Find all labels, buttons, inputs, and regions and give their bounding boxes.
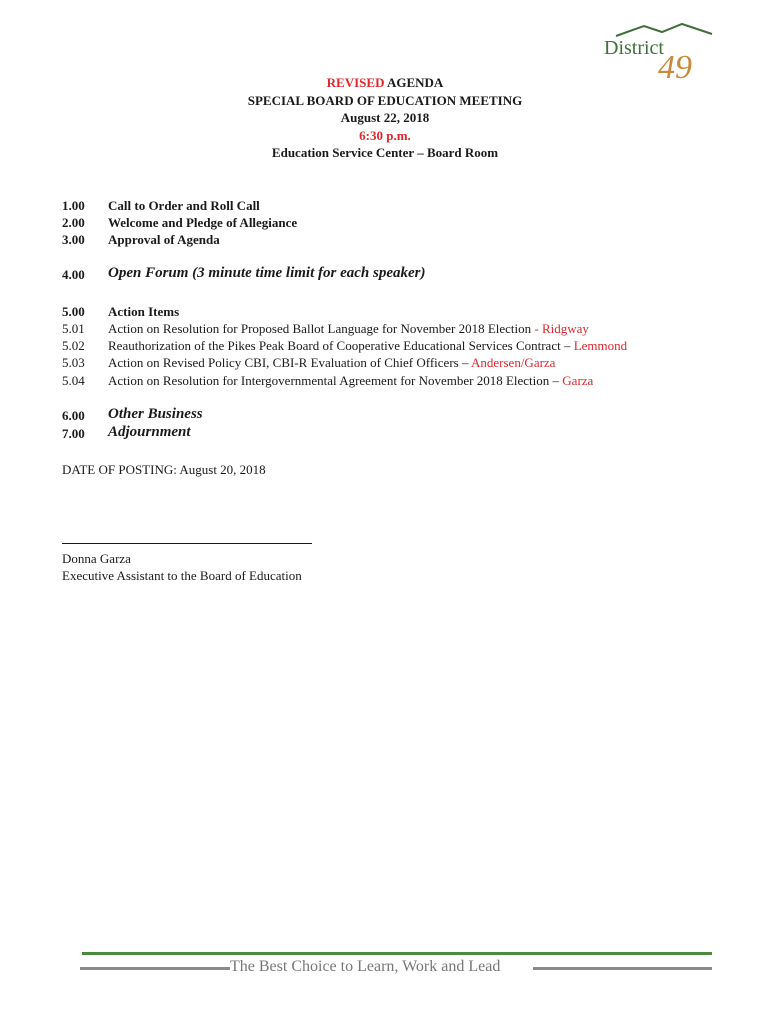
item-number: 5.00 bbox=[62, 304, 85, 319]
revised-label: REVISED bbox=[326, 75, 385, 90]
item-number: 7.00 bbox=[62, 426, 85, 441]
item-number: 5.04 bbox=[62, 373, 85, 388]
item-text-line bbox=[108, 321, 589, 337]
item-text: Approval of Agenda bbox=[108, 232, 220, 247]
meeting-location: Education Service Center – Board Room bbox=[271, 145, 499, 160]
item-presenter: - Ridgway bbox=[531, 321, 589, 336]
item-number: 3.00 bbox=[62, 232, 85, 247]
item-number: 5.03 bbox=[62, 355, 85, 370]
footer-gray-rule-right bbox=[533, 967, 712, 970]
item-number: 5.01 bbox=[62, 321, 85, 336]
item-text: Action on Revised Policy CBI, CBI-R Evaluation of Chief Officers – bbox=[108, 355, 471, 370]
signature-block bbox=[62, 550, 302, 584]
agenda-label: AGENDA bbox=[384, 75, 444, 90]
item-text: Action Items bbox=[108, 304, 180, 319]
logo-mountain-icon bbox=[616, 24, 712, 36]
agenda-header bbox=[0, 74, 770, 162]
item-text: Open Forum (3 minute time limit for each speaker) bbox=[108, 265, 426, 281]
item-text: Other Business bbox=[108, 406, 203, 422]
item-text: Reauthorization of the Pikes Peak Board of Cooperative Educational Services Contract – bbox=[108, 338, 574, 353]
item-presenter: Garza bbox=[562, 373, 594, 388]
item-number: 2.00 bbox=[62, 215, 85, 230]
item-number: 5.02 bbox=[62, 338, 85, 353]
item-number: 4.00 bbox=[62, 267, 85, 282]
footer-green-rule bbox=[82, 952, 712, 955]
item-presenter: Lemmond bbox=[573, 338, 628, 353]
item-text: Call to Order and Roll Call bbox=[108, 198, 260, 213]
logo-number-text: 49 bbox=[658, 49, 692, 84]
signer-name: Donna Garza bbox=[62, 551, 131, 566]
logo-district-text: District bbox=[604, 37, 664, 59]
item-text: Action on Resolution for Intergovernmental Agreement for November 2018 Election – bbox=[108, 373, 563, 388]
meeting-date: August 22, 2018 bbox=[340, 110, 430, 125]
signer-title: Executive Assistant to the Board of Education bbox=[62, 568, 302, 583]
agenda-title-line bbox=[0, 74, 770, 92]
item-text-line bbox=[108, 338, 627, 354]
item-presenter: Andersen/Garza bbox=[471, 355, 556, 370]
footer-tagline: The Best Choice to Learn, Work and Lead bbox=[230, 958, 501, 975]
posting-date: DATE OF POSTING: August 20, 2018 bbox=[62, 462, 266, 477]
item-text: Welcome and Pledge of Allegiance bbox=[108, 215, 298, 230]
meeting-time: 6:30 p.m. bbox=[359, 127, 411, 143]
meeting-title: SPECIAL BOARD OF EDUCATION MEETING bbox=[247, 92, 523, 108]
item-text: Adjournment bbox=[108, 424, 191, 440]
item-number: 6.00 bbox=[62, 408, 85, 423]
item-text-line bbox=[108, 355, 555, 371]
signature-line bbox=[62, 543, 312, 544]
item-text: Action on Resolution for Proposed Ballot Language for November 2018 Election bbox=[108, 321, 532, 336]
item-number: 1.00 bbox=[62, 198, 85, 213]
item-text-line bbox=[108, 373, 593, 389]
footer-gray-rule-left bbox=[80, 967, 230, 970]
